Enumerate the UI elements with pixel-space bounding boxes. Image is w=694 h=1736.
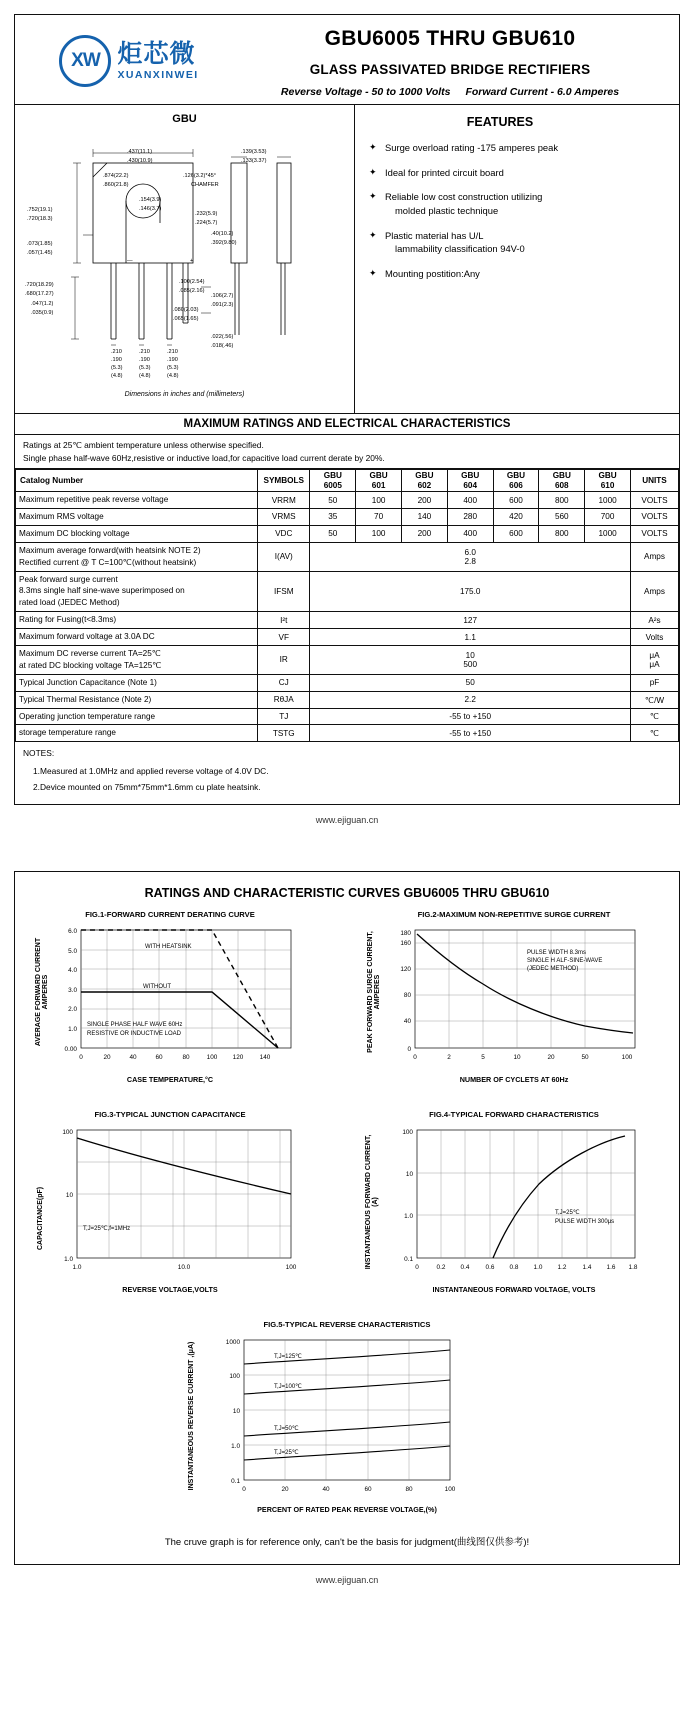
dimension-label: — (127, 258, 133, 264)
param-cell: Rating for Fusing(t<8.3ms) (16, 612, 258, 629)
svg-text:2.0: 2.0 (68, 1006, 77, 1014)
svg-text:0: 0 (415, 1263, 419, 1271)
dimension-label: .100(2.54) (179, 279, 205, 285)
feature-item (369, 166, 671, 180)
dimension-label: .018(.46) (211, 343, 234, 349)
svg-text:1.8: 1.8 (628, 1263, 638, 1271)
unit-cell: VOLTS (630, 525, 678, 542)
param-cell: Maximum DC reverse current TA=25℃ at rated DC blocking voltage TA=125℃ (16, 645, 258, 674)
chart-fig5-legend-25: T,J=25℃ (274, 1449, 299, 1456)
logo-text (117, 38, 199, 81)
value-span-cell: 175.0 (310, 571, 631, 612)
svg-text:100: 100 (621, 1054, 633, 1062)
symbol-cell: VDC (258, 525, 310, 542)
svg-text:6.0: 6.0 (68, 928, 77, 936)
dimension-label: .047(1.2) (31, 301, 54, 307)
value-cell: 400 (447, 492, 493, 509)
value-span-cell: 127 (310, 612, 631, 629)
dimension-label: .022(.56) (211, 334, 234, 340)
feature-text: Surge overload rating -175 amperes peak (385, 142, 559, 153)
chart-fig1 (25, 910, 315, 1084)
dimension-label: .080(2.03) (173, 307, 199, 313)
curves-disclaimer: The cruve graph is for reference only, can't be the basis for judgment(曲线图仅供参考)! (164, 1536, 530, 1548)
header-symbols: SYMBOLS (258, 470, 310, 492)
page-spec-line (233, 86, 667, 98)
symbol-cell: IR (258, 645, 310, 674)
unit-cell: Amps (630, 571, 678, 612)
table-row (16, 571, 679, 612)
header-titles (233, 23, 679, 98)
curves-title: RATINGS AND CHARACTERISTIC CURVES GBU6005 THRU GBU610 (144, 886, 550, 901)
dimension-label: (5.3) (139, 365, 151, 371)
sheet-1 (14, 14, 680, 805)
svg-text:160: 160 (400, 940, 411, 948)
svg-text:5.0: 5.0 (68, 948, 77, 956)
logo-circle-icon (59, 35, 111, 87)
bullet-icon: ✦ (369, 229, 377, 240)
value-cell: 200 (402, 525, 448, 542)
dimension-label: .392(9.80) (211, 240, 237, 246)
bullet-icon: ✦ (369, 191, 377, 202)
chart-fig4-title: FIG.4-TYPICAL FORWARD CHARACTERISTICS (429, 1110, 599, 1120)
dimension-label: .680(17.27) (25, 291, 54, 297)
table-row (16, 725, 679, 742)
svg-text:0.6: 0.6 (485, 1263, 495, 1271)
svg-text:5: 5 (481, 1054, 485, 1062)
svg-text:0.8: 0.8 (509, 1263, 519, 1271)
chart-fig5-legend-100: T,J=100℃ (274, 1383, 302, 1390)
chart-fig5-ylabel: INSTANTANEOUS REVERSE CURRENT ,(μA) (188, 1341, 195, 1491)
svg-text:60: 60 (155, 1054, 163, 1062)
svg-text:140: 140 (259, 1054, 271, 1062)
charts-container (15, 910, 679, 1520)
dimension-label: .232(5.9) (195, 211, 218, 217)
dimension-label: .126(3.2)*45° (183, 173, 217, 179)
svg-text:10: 10 (405, 1170, 413, 1178)
svg-text:3.0: 3.0 (68, 987, 77, 995)
param-cell: Peak forward surge current 8.3ms single half sine-wave superimposed on rated load (JEDEC Method) (16, 571, 258, 612)
company-logo (15, 23, 233, 98)
value-cell: 50 (310, 525, 356, 542)
bullet-icon: ✦ (369, 142, 377, 152)
sheet-2 (14, 871, 680, 1565)
feature-item (369, 141, 671, 155)
unit-cell: Amps (630, 542, 678, 571)
svg-text:1000: 1000 (225, 1338, 240, 1346)
dimension-label: .106(2.7) (211, 293, 234, 299)
svg-text:10: 10 (232, 1407, 240, 1415)
svg-text:0: 0 (242, 1485, 246, 1493)
features-panel (355, 105, 679, 413)
svg-text:1.0: 1.0 (68, 1026, 77, 1034)
drawing-footer: Dimensions in inches and (millimeters) (124, 391, 245, 398)
svg-text:1.4: 1.4 (582, 1263, 592, 1271)
header-units: UNITS (630, 470, 678, 492)
svg-text:40: 40 (403, 1018, 411, 1026)
header-part-606: GBU 606 (493, 470, 539, 492)
value-cell: 800 (539, 525, 585, 542)
svg-text:120: 120 (400, 966, 411, 974)
chart-fig2-xlabel: NUMBER OF CYCLETS AT 60Hz (459, 1075, 569, 1085)
footnotes (15, 742, 679, 804)
svg-text:0: 0 (407, 1046, 411, 1054)
chart-fig3-annot-0: T,J=25℃,f=1MHz (83, 1225, 131, 1232)
value-cell: 700 (585, 508, 631, 525)
chart-fig1-annot-0: WITH HEATSINK (145, 944, 192, 951)
chart-row-2 (25, 1110, 669, 1294)
feature-text: Ideal for printed circuit board (385, 166, 504, 178)
dimension-label: (4.8) (111, 373, 123, 379)
chart-fig1-title: FIG.1-FORWARD CURRENT DERATING CURVE (85, 910, 255, 920)
svg-text:4.0: 4.0 (68, 967, 77, 975)
chart-fig5-title: FIG.5-TYPICAL REVERSE CHARACTERISTICS (263, 1319, 431, 1329)
unit-cell: VOLTS (630, 508, 678, 525)
chart-fig1-plot (25, 922, 315, 1072)
svg-text:0.00: 0.00 (64, 1046, 77, 1054)
table-row (16, 542, 679, 571)
chart-fig4 (359, 1110, 669, 1294)
value-cell: 70 (356, 508, 402, 525)
unit-cell: μA μA (630, 645, 678, 674)
svg-text:100: 100 (444, 1485, 456, 1493)
svg-text:1.0: 1.0 (72, 1263, 82, 1271)
feature-text: Reliable low cost construction utilizing molded plastic technique (385, 191, 543, 216)
dimension-label: .073(1.85) (27, 241, 53, 247)
chart-fig1-annot-3: RESISTIVE OR INDUCTIVE LOAD (87, 1031, 182, 1038)
feature-subtext: molded plastic technique (395, 204, 499, 216)
svg-text:1.0: 1.0 (64, 1255, 73, 1263)
footnotes-title: NOTES: (23, 748, 55, 759)
dimension-label: .40(10.2) (211, 231, 234, 237)
chart-row-3 (25, 1320, 669, 1514)
features-list (369, 141, 671, 280)
feature-subtext: lammability classification 94V-0 (395, 243, 525, 255)
dimension-label: .190 (111, 357, 122, 363)
param-cell: Maximum repetitive peak reverse voltage (16, 492, 258, 509)
param-cell: Typical Thermal Resistance (Note 2) (16, 691, 258, 708)
symbol-cell: I(AV) (258, 542, 310, 571)
footnote-2: 2.Device mounted on 75mm*75mm*1.6mm cu plate heatsink. (33, 782, 261, 793)
svg-text:100: 100 (206, 1054, 218, 1062)
value-span-cell: -55 to +150 (310, 725, 631, 742)
bullet-icon: ✦ (369, 166, 377, 177)
ratings-title: MAXIMUM RATINGS AND ELECTRICAL CHARACTERISTICS (15, 414, 679, 435)
dimension-label: CHAMFER (191, 182, 219, 188)
param-cell: Maximum RMS voltage (16, 508, 258, 525)
svg-text:1.0: 1.0 (404, 1212, 413, 1220)
svg-text:100: 100 (285, 1263, 297, 1271)
chart-fig1-annot-1: WITHOUT (143, 984, 171, 991)
svg-text:2: 2 (447, 1054, 451, 1062)
unit-cell: VOLTS (630, 492, 678, 509)
svg-text:0.1: 0.1 (231, 1477, 240, 1485)
value-cell: 35 (310, 508, 356, 525)
value-cell: 100 (356, 492, 402, 509)
table-row (16, 645, 679, 674)
package-outline-svg (15, 127, 355, 389)
svg-text:1.6: 1.6 (606, 1263, 616, 1271)
svg-text:10: 10 (65, 1191, 73, 1199)
chart-fig2-annot-0: PULSE WIDTH 8.3ms (527, 950, 587, 957)
value-span-cell: 50 (310, 674, 631, 691)
unit-cell: ℃ (630, 725, 678, 742)
features-title: FEATURES (466, 115, 534, 129)
svg-text:20: 20 (281, 1485, 289, 1493)
symbol-cell: RθJA (258, 691, 310, 708)
page1-footer-url[interactable]: www.ejiguan.cn (315, 815, 379, 826)
forward-current-spec: Forward Current - 6.0 Amperes (465, 86, 620, 98)
dimension-label: .190 (139, 357, 150, 363)
table-row (16, 612, 679, 629)
svg-text:120: 120 (232, 1054, 244, 1062)
svg-text:0.2: 0.2 (436, 1263, 446, 1271)
svg-text:10: 10 (513, 1054, 521, 1062)
chart-fig2-plot (359, 922, 669, 1072)
dimension-label: (4.8) (139, 373, 151, 379)
dimension-label: .860(21.8) (103, 182, 129, 188)
chart-fig1-ylabel: AVERAGE FORWARD CURRENT AMPERES (35, 937, 49, 1047)
svg-text:80: 80 (405, 1485, 413, 1493)
value-cell: 420 (493, 508, 539, 525)
param-cell: Operating junction temperature range (16, 708, 258, 725)
svg-text:180: 180 (400, 930, 411, 938)
chart-row-1 (25, 910, 669, 1084)
svg-text:60: 60 (364, 1485, 372, 1493)
chart-fig1-xlabel: CASE TEMPERATURE,°C (126, 1075, 214, 1085)
dimension-label: .430(10.9) (127, 158, 153, 164)
param-cell: Maximum DC blocking voltage (16, 525, 258, 542)
dimension-label: .874(22.2) (103, 173, 129, 179)
dimension-label: .154(3.9) (139, 197, 162, 203)
chart-fig5-xlabel: PERCENT OF RATED PEAK REVERSE VOLTAGE,(%) (257, 1504, 437, 1514)
chart-fig3 (25, 1110, 315, 1294)
symbol-cell: VRMS (258, 508, 310, 525)
value-cell: 800 (539, 492, 585, 509)
dimension-label: .224(5.7) (195, 220, 218, 226)
chart-fig4-xlabel: INSTANTANEOUS FORWARD VOLTAGE, VOLTS (432, 1284, 596, 1294)
value-cell: 140 (402, 508, 448, 525)
header-part-608: GBU 608 (539, 470, 585, 492)
chart-fig2-title: FIG.2-MAXIMUM NON-REPETITIVE SURGE CURRENT (417, 910, 611, 920)
value-cell: 50 (310, 492, 356, 509)
page-title: GBU6005 THRU GBU610 (324, 27, 576, 50)
dimension-label: .091(2.3) (211, 302, 234, 308)
logo-english-name: XUANXINWEI (117, 68, 199, 81)
header-part-610: GBU 610 (585, 470, 631, 492)
symbol-cell: CJ (258, 674, 310, 691)
symbol-cell: I²t (258, 612, 310, 629)
dimension-label: .139(3.53) (241, 149, 267, 155)
feature-item (369, 229, 671, 256)
ratings-note-2: Single phase half-wave 60Hz,resistive or inductive load,for capacitive load current derate by 20%. (23, 452, 385, 463)
dimension-label: .210 (167, 349, 178, 355)
value-cell: 100 (356, 525, 402, 542)
value-cell: 280 (447, 508, 493, 525)
chart-fig3-xlabel: REVERSE VOLTAGE,VOLTS (122, 1284, 218, 1294)
chart-fig2-annot-2: (JEDEC METHOD) (527, 966, 579, 973)
value-cell: 560 (539, 508, 585, 525)
svg-text:20: 20 (547, 1054, 555, 1062)
value-cell: 1000 (585, 525, 631, 542)
logo-monogram: XW (71, 49, 100, 71)
dimension-label: (5.3) (167, 365, 179, 371)
chart-fig5-plot (182, 1332, 512, 1502)
value-cell: 600 (493, 492, 539, 509)
chart-fig5-legend-50: T,J=50℃ (274, 1425, 299, 1432)
page-gap (0, 839, 694, 857)
drawing-and-features (15, 105, 679, 414)
feature-item (369, 267, 671, 281)
feature-text: Mounting postition:Any (385, 267, 480, 279)
chart-fig3-ylabel: CAPACITANCE(pF) (37, 1186, 44, 1250)
symbol-cell: VF (258, 629, 310, 646)
datasheet-page-1 (0, 14, 694, 839)
table-row (16, 492, 679, 509)
svg-text:1.2: 1.2 (557, 1263, 567, 1271)
param-cell: Typical Junction Capacitance (Note 1) (16, 674, 258, 691)
dimension-label: .437(11.1) (127, 149, 153, 155)
dimension-label: .085(2.16) (179, 288, 205, 294)
unit-cell: pF (630, 674, 678, 691)
svg-text:1.0: 1.0 (231, 1442, 240, 1450)
value-span-cell: 1.1 (310, 629, 631, 646)
page-subtitle: GLASS PASSIVATED BRIDGE RECTIFIERS (309, 62, 591, 77)
symbol-cell: VRRM (258, 492, 310, 509)
dimension-label: .133(3.37) (241, 158, 267, 164)
dimension-label: .752(19.1) (27, 207, 53, 213)
feature-text: Plastic material has U/L lammability classification 94V-0 (385, 229, 525, 255)
dimension-label: .210 (139, 349, 150, 355)
symbol-cell: TSTG (258, 725, 310, 742)
chart-fig2-annot-1: SINGLE H ALF-SINE-WAVE (527, 958, 603, 965)
value-span-cell: 10 500 (310, 645, 631, 674)
value-cell: 200 (402, 492, 448, 509)
dimension-label: .210 (111, 349, 122, 355)
chart-fig4-annot-1: PULSE WIDTH 300μs (555, 1218, 615, 1225)
dimension-label: .190 (167, 357, 178, 363)
drawing-title: GBU (172, 113, 197, 125)
table-row (16, 674, 679, 691)
svg-text:50: 50 (581, 1054, 589, 1062)
specifications-table (15, 469, 679, 742)
logo-chinese-name: 炬芯微 (117, 38, 196, 68)
dimension-label: .720(18.3) (27, 216, 53, 222)
svg-text:40: 40 (129, 1054, 137, 1062)
value-span-cell: -55 to +150 (310, 708, 631, 725)
unit-cell: ℃/W (630, 691, 678, 708)
chart-fig5-legend-125: T,J=125℃ (274, 1353, 302, 1360)
param-cell: Maximum forward voltage at 3.0A DC (16, 629, 258, 646)
dimension-label: (5.3) (111, 365, 123, 371)
footnote-1: 1.Measured at 1.0MHz and applied reverse voltage of 4.0V DC. (33, 766, 269, 777)
svg-text:0: 0 (413, 1054, 417, 1062)
chart-fig2 (359, 910, 669, 1084)
chart-fig3-plot (25, 1122, 315, 1282)
table-row (16, 708, 679, 725)
svg-text:100: 100 (402, 1128, 413, 1136)
reverse-voltage-spec: Reverse Voltage - 50 to 1000 Volts (280, 86, 451, 98)
table-header-row (16, 470, 679, 492)
chart-fig3-title: FIG.3-TYPICAL JUNCTION CAPACITANCE (94, 1110, 246, 1120)
header-part-6005: GBU 6005 (310, 470, 356, 492)
dimension-label: + (190, 258, 194, 264)
ratings-notes (15, 435, 679, 469)
value-cell: 400 (447, 525, 493, 542)
unit-cell: Volts (630, 629, 678, 646)
header-catalog-number: Catalog Number (16, 470, 258, 492)
feature-item (369, 190, 671, 217)
dimension-label: .065(1.65) (173, 316, 199, 322)
chart-fig1-annot-2: SINGLE PHASE HALF WAVE 60Hz (87, 1022, 183, 1029)
ratings-note-1: Ratings at 25℃ ambient temperature unless otherwise specified. (23, 440, 264, 450)
header-part-604: GBU 604 (447, 470, 493, 492)
dimension-label: .720(18.29) (25, 282, 54, 288)
value-span-cell: 6.0 2.8 (310, 542, 631, 571)
header-part-601: GBU 601 (356, 470, 402, 492)
value-cell: 1000 (585, 492, 631, 509)
svg-text:1.0: 1.0 (533, 1263, 543, 1271)
chart-fig4-annot-0: T,J=25℃ (555, 1209, 580, 1216)
svg-text:0: 0 (79, 1054, 83, 1062)
svg-text:0.1: 0.1 (404, 1255, 413, 1263)
page2-footer-url[interactable]: www.ejiguan.cn (315, 1574, 379, 1585)
value-cell: 600 (493, 525, 539, 542)
table-row (16, 508, 679, 525)
svg-text:80: 80 (403, 992, 411, 1000)
param-cell: Maximum average forward(with heatsink NOTE 2) Rectified current @ T C=100℃(without heatsink) (16, 542, 258, 571)
drawing-canvas (15, 127, 355, 389)
table-row (16, 629, 679, 646)
chart-fig4-ylabel: INSTANTANEOUS FORWARD CURRENT, (A) (365, 1134, 379, 1270)
table-row (16, 525, 679, 542)
dimension-label: (4.8) (167, 373, 179, 379)
bullet-icon: ✦ (369, 267, 377, 278)
param-cell: storage temperature range (16, 725, 258, 742)
svg-text:0.4: 0.4 (460, 1263, 470, 1271)
svg-text:40: 40 (322, 1485, 330, 1493)
svg-text:100: 100 (62, 1128, 73, 1136)
svg-text:80: 80 (182, 1054, 190, 1062)
dimension-label: .146(3.7) (139, 206, 162, 212)
document-header (15, 15, 679, 105)
datasheet-page-2 (0, 871, 694, 1599)
value-span-cell: 2.2 (310, 691, 631, 708)
header-part-602: GBU 602 (402, 470, 448, 492)
chart-fig2-ylabel: PEAK FORWARD SURGE CURRENT, AMPERES (367, 931, 381, 1053)
svg-text:100: 100 (229, 1372, 240, 1380)
svg-text:20: 20 (103, 1054, 111, 1062)
package-drawing (15, 105, 355, 413)
dimension-label: .035(0.9) (31, 310, 54, 316)
table-row (16, 691, 679, 708)
symbol-cell: TJ (258, 708, 310, 725)
svg-text:10.0: 10.0 (177, 1263, 191, 1271)
chart-fig4-plot (359, 1122, 669, 1282)
unit-cell: A²s (630, 612, 678, 629)
dimension-label: .057(1.45) (27, 250, 53, 256)
chart-fig5 (182, 1320, 512, 1514)
unit-cell: ℃ (630, 708, 678, 725)
symbol-cell: IFSM (258, 571, 310, 612)
